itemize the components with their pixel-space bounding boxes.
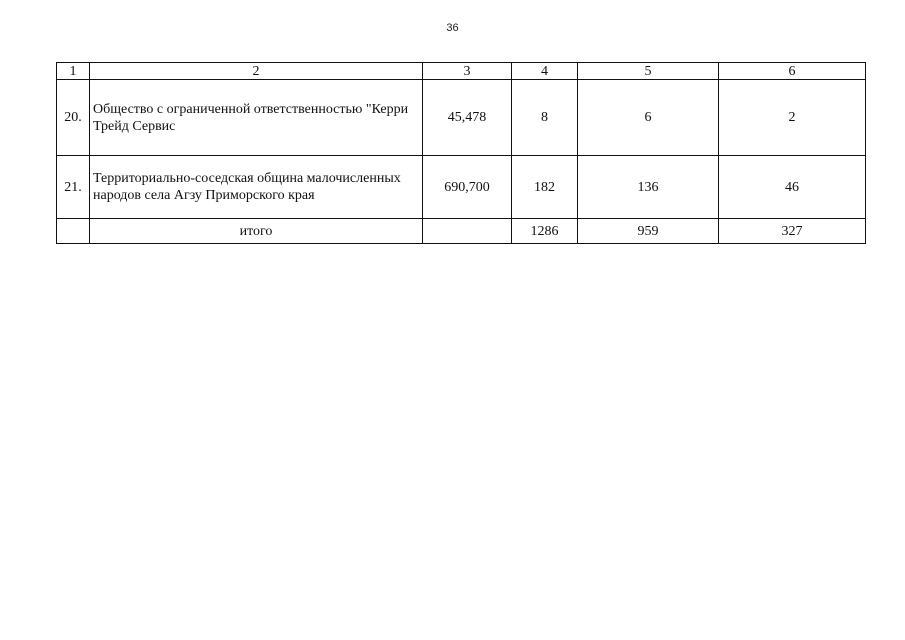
- cell-col3: 690,700: [423, 156, 512, 219]
- column-header: 3: [423, 63, 512, 80]
- cell-col6: 46: [719, 156, 866, 219]
- cell-col5: 6: [578, 80, 719, 156]
- column-header: 5: [578, 63, 719, 80]
- column-header: 1: [57, 63, 90, 80]
- cell-col3: 45,478: [423, 80, 512, 156]
- cell-col6: 2: [719, 80, 866, 156]
- row-number: 21.: [57, 156, 90, 219]
- total-col3: [423, 219, 512, 244]
- table-row: [57, 80, 866, 156]
- table-header-row: [57, 63, 866, 80]
- cell-col5: 136: [578, 156, 719, 219]
- page-number: 36: [446, 22, 459, 34]
- column-header: 2: [90, 63, 423, 80]
- total-col4: 1286: [512, 219, 578, 244]
- organization-name: Территориально-соседская община малочисленных народов села Агзу Приморского края: [90, 156, 423, 219]
- total-col5: 959: [578, 219, 719, 244]
- total-label: итого: [90, 219, 423, 244]
- empty-cell: [57, 219, 90, 244]
- row-number: 20.: [57, 80, 90, 156]
- total-col6: 327: [719, 219, 866, 244]
- cell-col4: 8: [512, 80, 578, 156]
- column-header: 4: [512, 63, 578, 80]
- total-row: [57, 219, 866, 244]
- data-table: [56, 62, 866, 244]
- organization-name: Общество с ограниченной ответственностью "Керри Трейд Сервис: [90, 80, 423, 156]
- column-header: 6: [719, 63, 866, 80]
- cell-col4: 182: [512, 156, 578, 219]
- table-row: [57, 156, 866, 219]
